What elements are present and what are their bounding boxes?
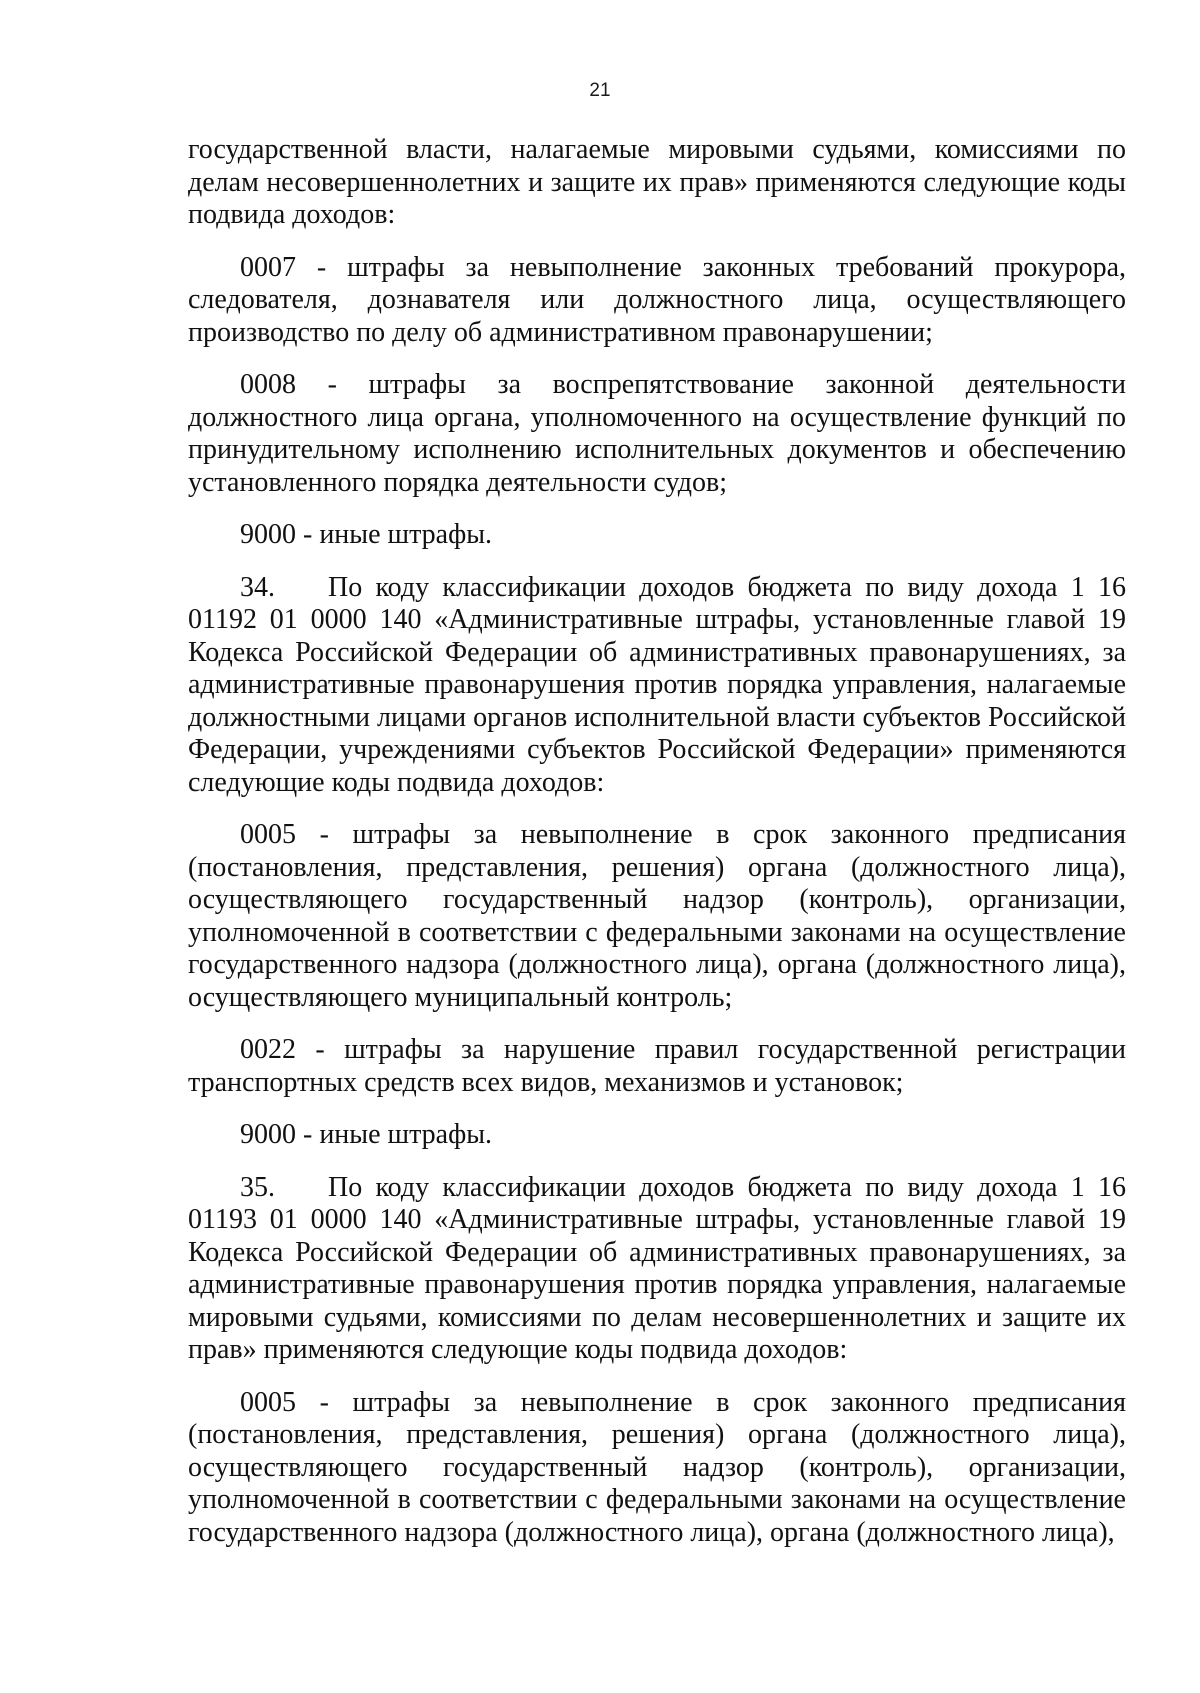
paragraph-item-34 <box>188 572 1126 800</box>
item-number-35: 35. <box>240 1171 275 1203</box>
paragraph-code-0005-second: 0005 - штрафы за невыполнение в срок законного предписания (постановления, представления, решения) органа (должностного лица), осуществляющего государственный надзор (контроль), организации, уполномоченной в соответствии с федеральными законами на осуществление государственного надзора (должностного лица), органа (должностного лица), <box>188 1386 1126 1548</box>
paragraph-code-0007: 0007 - штрафы за невыполнение законных требований прокурора, следователя, дознавателя или должностного лица, осуществляющего производство по делу об административном правонарушении; <box>188 251 1126 348</box>
paragraph-item-35 <box>188 1172 1126 1367</box>
paragraph-continuation: государственной власти, налагаемые мировыми судьями, комиссиями по делам несовершеннолетних и защите их прав» применяются следующие коды подвида доходов: <box>188 134 1126 230</box>
paragraph-code-9000-second: 9000 - иные штрафы. <box>240 1119 493 1150</box>
document-body <box>188 134 1126 1569</box>
page-number: 21 <box>589 80 611 101</box>
paragraph-code-0005: 0005 - штрафы за невыполнение в срок законного предписания (постановления, представления, решения) органа (должностного лица), осуществляющего государственный надзор (контроль), организации, уполномоченной в соответствии с федеральными законами на осуществление государственного надзора (должностного лица), органа (должностного лица), осуществляющего муниципальный контроль; <box>188 819 1126 1013</box>
paragraph-code-0008: 0008 - штрафы за воспрепятствование законной деятельности должностного лица органа, уполномоченного на осуществление функций по принудительному исполнению исполнительных документов и обеспечению установленного порядка деятельности судов; <box>188 369 1126 498</box>
item-35-text: По коду классификации доходов бюджета по виду дохода 1 16 01193 01 0000 140 «Административные штрафы, установленные главой 19 Кодекса Российской Федерации об административных правонарушениях, за административные правонарушения против порядка управления, налагаемые мировыми судьями, комиссиями по делам несовершеннолетних и защите их прав» применяются следующие коды подвида доходов: <box>188 1171 1126 1365</box>
item-34-text: По коду классификации доходов бюджета по виду дохода 1 16 01192 01 0000 140 «Административные штрафы, установленные главой 19 Кодекса Российской Федерации об административных правонарушениях, за административные правонарушения против порядка управления, налагаемые должностными лицами органов исполнительной власти субъектов Российской Федерации, учреждениями субъектов Российской Федерации» применяются следующие коды подвида доходов: <box>188 571 1126 798</box>
paragraph-code-0022: 0022 - штрафы за нарушение правил государственной регистрации транспортных средств всех видов, механизмов и установок; <box>188 1034 1126 1098</box>
item-number-34: 34. <box>240 571 275 603</box>
paragraph-code-9000: 9000 - иные штрафы. <box>240 519 493 550</box>
